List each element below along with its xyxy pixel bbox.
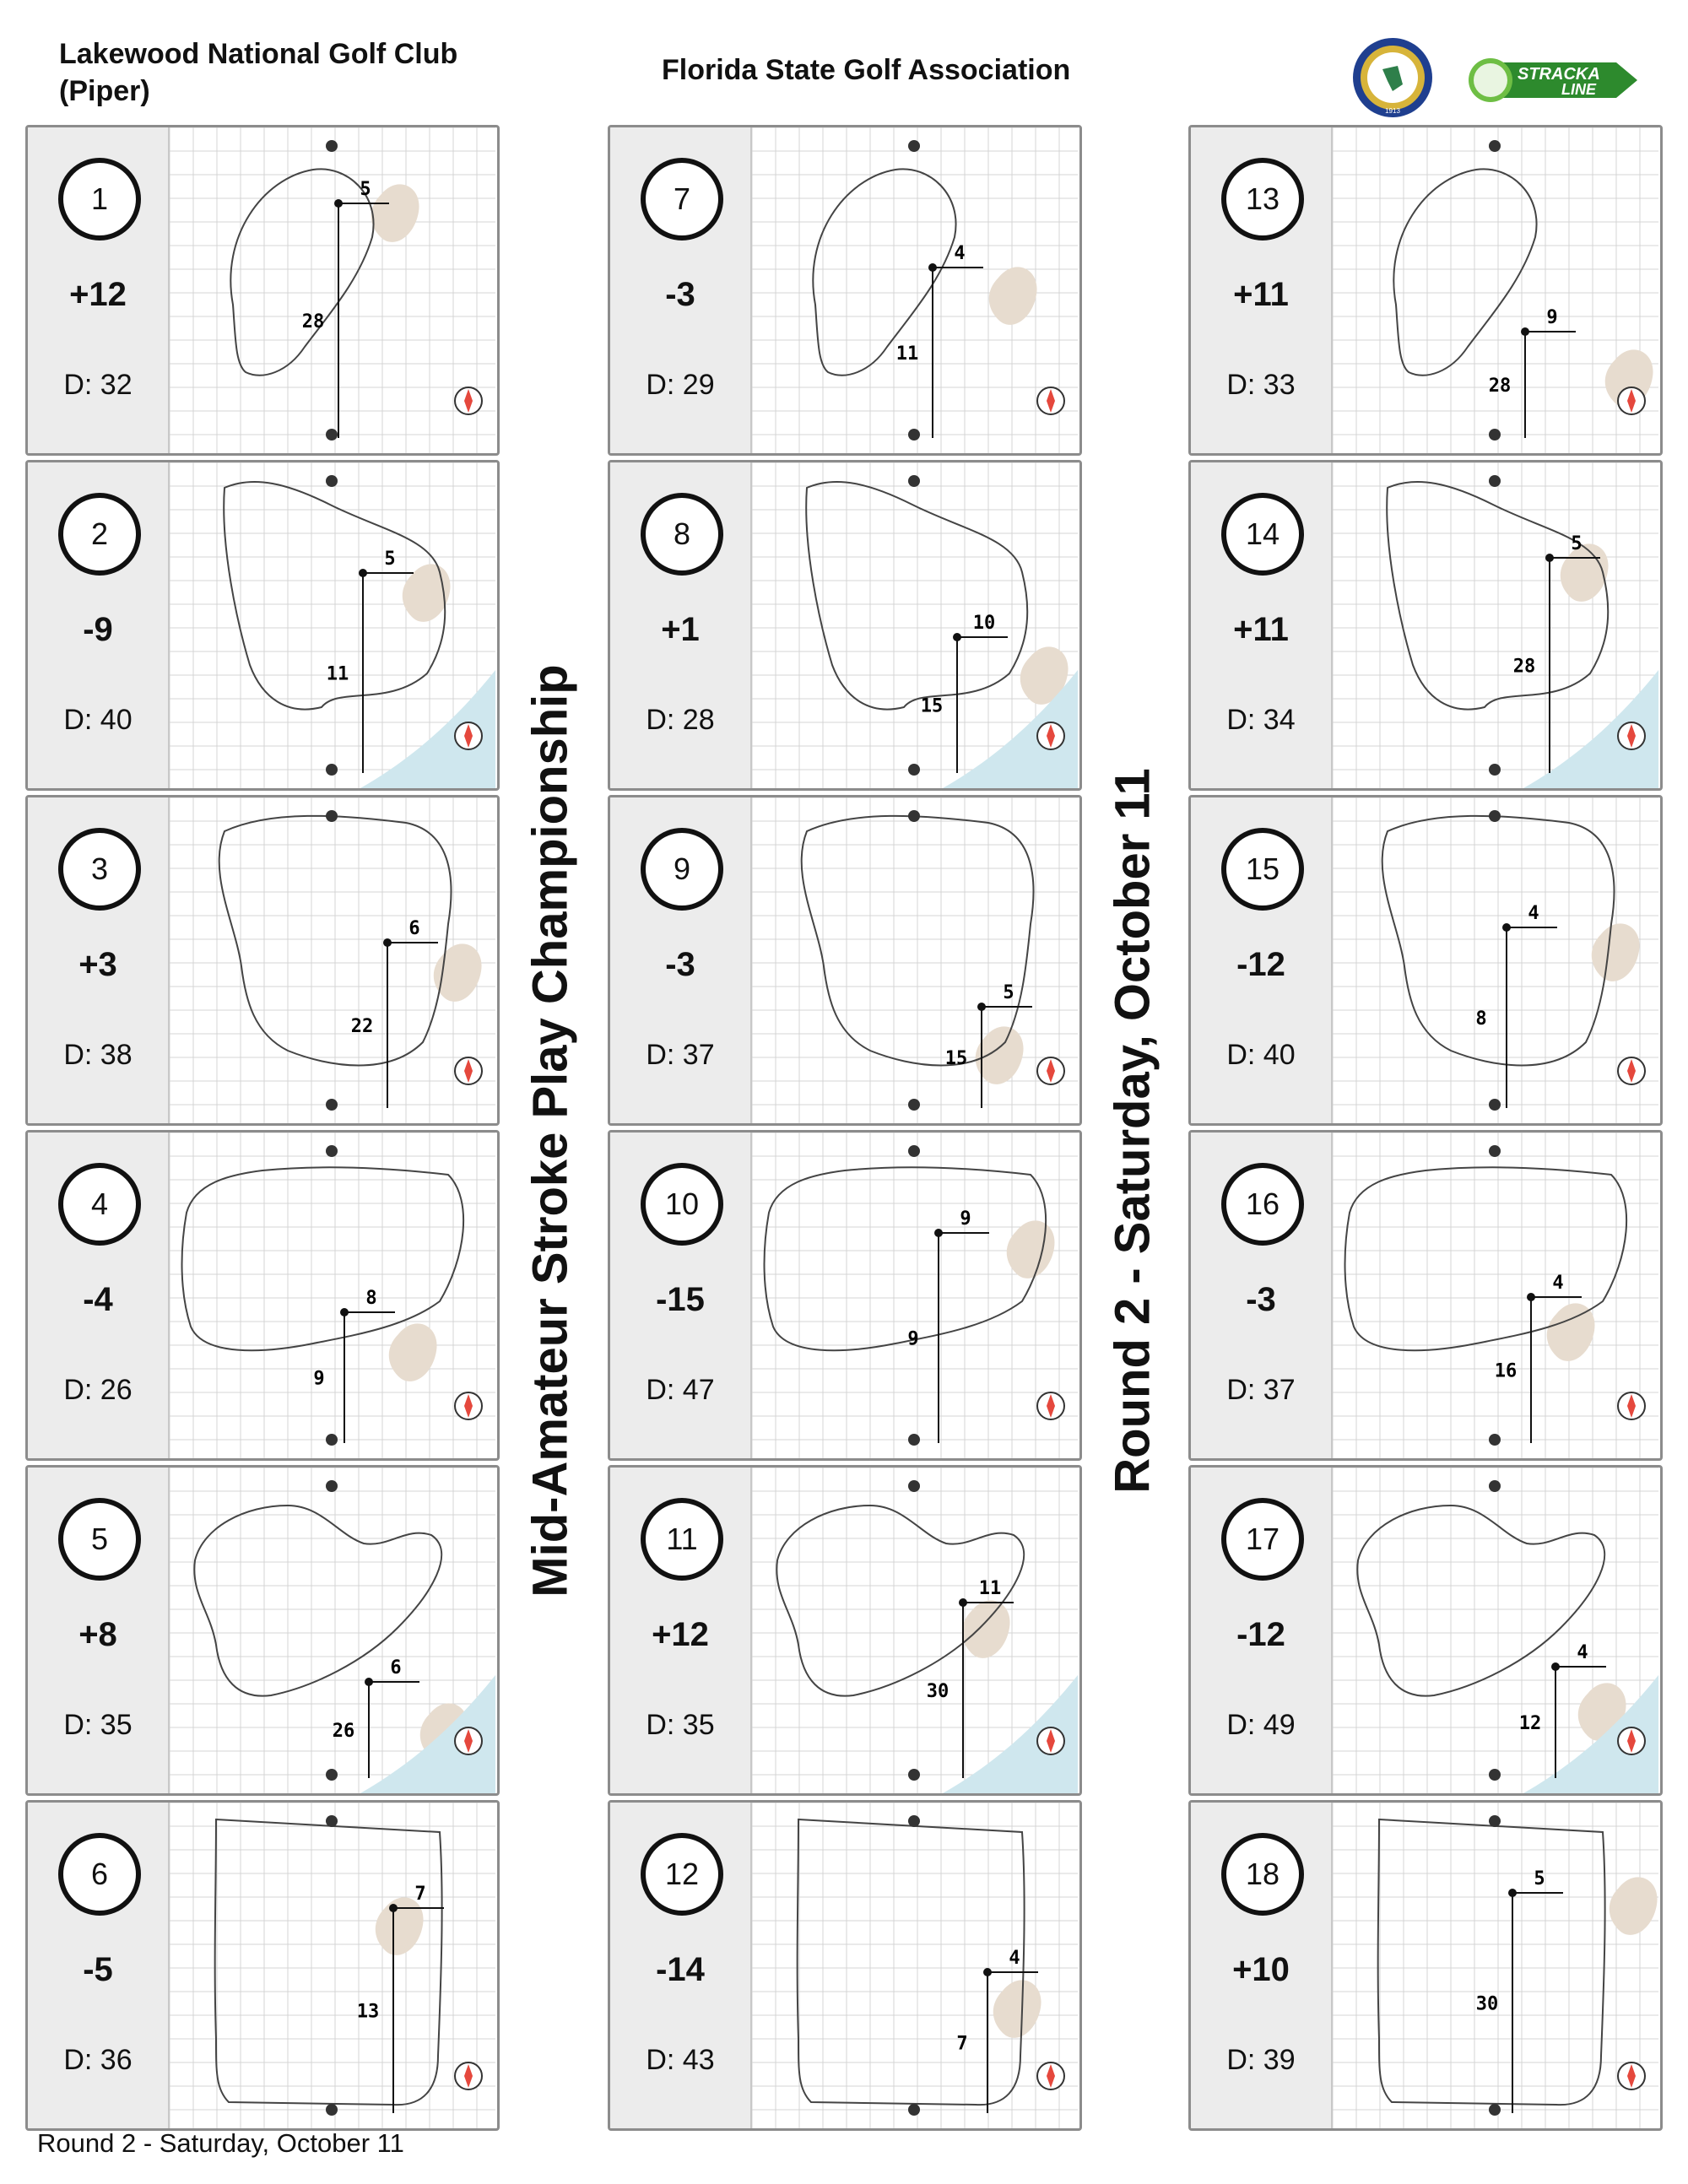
- hole-info-panel: [610, 127, 752, 453]
- front-marker: [908, 764, 920, 776]
- side-distance-label: 4: [1552, 1273, 1564, 1294]
- hole-info-panel: [28, 1133, 170, 1458]
- compass-icon: [455, 2062, 482, 2089]
- hole-score: -3: [665, 946, 695, 983]
- club-name-line2: (Piper): [59, 75, 150, 107]
- hole-info-panel: [28, 1803, 170, 2128]
- pin-position: [1502, 923, 1511, 932]
- back-marker: [1489, 140, 1501, 152]
- pin-position: [359, 569, 367, 577]
- hole-number: 5: [58, 1498, 141, 1581]
- depth-distance-label: 12: [1518, 1713, 1542, 1734]
- compass-icon: [455, 1057, 482, 1084]
- hole-number: 1: [58, 158, 141, 241]
- hole-card: [1188, 1465, 1663, 1796]
- hole-score: -12: [1236, 946, 1285, 983]
- bunker: [1007, 1220, 1055, 1279]
- svg-text:1913: 1913: [1385, 107, 1400, 115]
- hole-card: [25, 1800, 500, 2131]
- hole-score: -9: [83, 611, 113, 648]
- hole-score: +10: [1232, 1951, 1290, 1988]
- compass-icon: [455, 1727, 482, 1754]
- bunker: [993, 1980, 1041, 2038]
- hole-info-panel: [1191, 1803, 1333, 2128]
- green-diagram: [170, 127, 495, 453]
- pin-position: [389, 1904, 398, 1912]
- club-name: [59, 35, 457, 110]
- compass-icon: [1618, 1727, 1645, 1754]
- green-diagram: [1333, 462, 1658, 788]
- green-diagram: [1333, 127, 1658, 453]
- hole-card: [25, 125, 500, 456]
- bunker: [1592, 923, 1640, 981]
- compass-icon: [1618, 1057, 1645, 1084]
- front-marker: [326, 1434, 338, 1446]
- side-distance-label: 6: [390, 1657, 402, 1679]
- side-distance-label: 5: [1003, 982, 1014, 1003]
- depth-distance-label: 15: [920, 695, 944, 717]
- compass-icon: [455, 722, 482, 749]
- side-distance-label: 4: [1577, 1642, 1588, 1663]
- club-name-line1: Lakewood National Golf Club: [59, 38, 458, 70]
- hole-card: [1188, 125, 1663, 456]
- depth-distance-label: 30: [926, 1681, 950, 1702]
- depth-distance-label: 9: [313, 1368, 325, 1390]
- hole-score: +1: [661, 611, 700, 648]
- depth-distance-label: 30: [1475, 1993, 1499, 2015]
- green-depth: D: 35: [646, 1709, 715, 1741]
- back-marker: [326, 140, 338, 152]
- back-marker: [908, 810, 920, 822]
- back-marker: [1489, 1480, 1501, 1492]
- column-holes-1-6: [25, 125, 498, 2133]
- hole-score: -14: [656, 1951, 705, 1988]
- hole-card: [25, 1130, 500, 1461]
- depth-distance-label: 28: [1488, 376, 1512, 397]
- hole-number: 18: [1221, 1833, 1304, 1916]
- hole-card: [608, 125, 1082, 456]
- column-holes-13-18: [1188, 125, 1661, 2133]
- green-outline: [194, 1506, 441, 1696]
- pin-position: [334, 199, 343, 208]
- back-marker: [326, 810, 338, 822]
- grid-lines: [1333, 127, 1658, 453]
- hole-score: -4: [83, 1281, 113, 1318]
- depth-distance-label: 9: [907, 1328, 919, 1350]
- front-marker: [326, 1099, 338, 1111]
- green-diagram: [170, 462, 495, 788]
- column-holes-7-12: [608, 125, 1080, 2133]
- green-depth: D: 36: [63, 2044, 133, 2076]
- side-distance-label: 7: [414, 1884, 426, 1905]
- hole-number: 7: [641, 158, 723, 241]
- hole-card: [608, 795, 1082, 1126]
- green-diagram: [752, 127, 1078, 453]
- depth-distance-label: 28: [301, 311, 325, 332]
- depth-distance-label: 11: [326, 663, 349, 685]
- fsga-seal-logo: [1350, 35, 1435, 120]
- svg-text:LINE: LINE: [1561, 81, 1597, 98]
- depth-distance-label: 26: [332, 1721, 355, 1742]
- hole-card: [608, 1800, 1082, 2131]
- hole-card: [608, 1130, 1082, 1461]
- side-distance-label: 8: [365, 1288, 377, 1309]
- depth-distance-label: 22: [350, 1016, 374, 1037]
- back-marker: [326, 475, 338, 487]
- hole-score: +11: [1233, 276, 1289, 313]
- back-marker: [1489, 1815, 1501, 1827]
- green-depth: D: 37: [1226, 1374, 1296, 1406]
- hole-card: [1188, 795, 1663, 1126]
- hole-score: -5: [83, 1951, 113, 1988]
- green-outline: [215, 1819, 442, 2105]
- hole-info-panel: [610, 1803, 752, 2128]
- green-depth: D: 40: [1226, 1039, 1296, 1071]
- pin-position: [928, 263, 937, 272]
- green-diagram: [170, 797, 495, 1123]
- pin-position: [1551, 1662, 1560, 1671]
- hole-number: 16: [1221, 1163, 1304, 1246]
- compass-icon: [1037, 1392, 1064, 1419]
- green-diagram: [1333, 1133, 1658, 1458]
- depth-distance-label: 8: [1475, 1008, 1487, 1030]
- hole-info-panel: [610, 797, 752, 1123]
- hole-score: +3: [78, 946, 117, 983]
- green-outline: [765, 1167, 1047, 1350]
- hole-number: 2: [58, 493, 141, 576]
- green-diagram: [170, 1133, 495, 1458]
- green-outline: [776, 1506, 1024, 1696]
- front-marker: [1489, 2104, 1501, 2116]
- hole-score: -12: [1236, 1616, 1285, 1653]
- hole-info-panel: [1191, 462, 1333, 788]
- grid-lines: [170, 127, 495, 453]
- green-depth: D: 37: [646, 1039, 715, 1071]
- compass-icon: [1037, 387, 1064, 414]
- green-depth: D: 38: [63, 1039, 133, 1071]
- hole-number: 3: [58, 828, 141, 911]
- hole-number: 14: [1221, 493, 1304, 576]
- compass-icon: [455, 387, 482, 414]
- hole-info-panel: [28, 1468, 170, 1793]
- front-marker: [908, 429, 920, 441]
- bunker: [1547, 1303, 1595, 1361]
- hole-info-panel: [610, 1468, 752, 1793]
- hole-card: [608, 460, 1082, 791]
- compass-icon: [1618, 387, 1645, 414]
- back-marker: [1489, 810, 1501, 822]
- hole-score: -3: [665, 276, 695, 313]
- hole-score: +12: [69, 276, 127, 313]
- green-diagram: [752, 462, 1078, 788]
- compass-icon: [1037, 1057, 1064, 1084]
- pin-position: [1521, 327, 1529, 336]
- pin-position: [983, 1968, 992, 1976]
- hole-info-panel: [1191, 797, 1333, 1123]
- side-distance-label: 6: [408, 918, 420, 939]
- compass-icon: [455, 1392, 482, 1419]
- front-marker: [326, 429, 338, 441]
- green-depth: D: 43: [646, 2044, 715, 2076]
- strackaline-logo: [1460, 51, 1646, 110]
- hole-number: 8: [641, 493, 723, 576]
- side-distance-label: 4: [1009, 1948, 1020, 1969]
- hole-info-panel: [1191, 1468, 1333, 1793]
- green-outline: [1378, 1819, 1605, 2105]
- green-outline: [798, 1819, 1025, 2105]
- green-depth: D: 39: [1226, 2044, 1296, 2076]
- front-marker: [1489, 1769, 1501, 1781]
- hole-score: +11: [1233, 611, 1289, 648]
- side-distance-label: 9: [1546, 307, 1558, 328]
- green-depth: D: 34: [1226, 704, 1296, 736]
- pin-position: [977, 1003, 986, 1011]
- pin-position: [959, 1598, 967, 1607]
- hole-card: [1188, 460, 1663, 791]
- side-distance-label: 4: [954, 243, 966, 264]
- hole-info-panel: [610, 462, 752, 788]
- back-marker: [908, 475, 920, 487]
- hole-score: +12: [652, 1616, 709, 1653]
- side-distance-label: 10: [972, 613, 996, 634]
- hole-score: -3: [1246, 1281, 1276, 1318]
- round-title: Round 2 - Saturday, October 11: [1105, 768, 1160, 1494]
- hole-info-panel: [28, 797, 170, 1123]
- back-marker: [908, 1145, 920, 1157]
- side-distance-label: 5: [360, 179, 371, 200]
- depth-distance-label: 7: [956, 2033, 968, 2055]
- hole-number: 17: [1221, 1498, 1304, 1581]
- compass-icon: [1037, 2062, 1064, 2089]
- hole-card: [25, 1465, 500, 1796]
- side-distance-label: 5: [1534, 1868, 1545, 1889]
- pin-position: [934, 1229, 943, 1237]
- hole-info-panel: [1191, 127, 1333, 453]
- back-marker: [908, 140, 920, 152]
- hole-card: [1188, 1800, 1663, 2131]
- hole-number: 6: [58, 1833, 141, 1916]
- back-marker: [326, 1815, 338, 1827]
- hole-number: 11: [641, 1498, 723, 1581]
- green-depth: D: 28: [646, 704, 715, 736]
- front-marker: [1489, 1434, 1501, 1446]
- front-marker: [908, 1099, 920, 1111]
- back-marker: [1489, 475, 1501, 487]
- compass-icon: [1037, 1727, 1064, 1754]
- green-diagram: [752, 1803, 1078, 2128]
- hole-number: 9: [641, 828, 723, 911]
- bunker: [976, 1026, 1024, 1084]
- footer-round: Round 2 - Saturday, October 11: [37, 2128, 404, 2158]
- green-depth: D: 29: [646, 369, 715, 401]
- front-marker: [1489, 764, 1501, 776]
- pin-position: [953, 633, 961, 641]
- grid-lines: [752, 797, 1078, 1123]
- depth-distance-label: 28: [1512, 656, 1536, 678]
- back-marker: [326, 1480, 338, 1492]
- green-diagram: [1333, 1468, 1658, 1793]
- bunker: [1561, 543, 1609, 602]
- hole-info-panel: [28, 127, 170, 453]
- side-distance-label: 5: [1571, 533, 1582, 554]
- front-marker: [908, 2104, 920, 2116]
- green-depth: D: 40: [63, 704, 133, 736]
- hole-number: 13: [1221, 158, 1304, 241]
- green-diagram: [752, 1468, 1078, 1793]
- pin-position: [365, 1678, 373, 1686]
- hole-number: 4: [58, 1163, 141, 1246]
- green-outline: [230, 169, 373, 375]
- association-name: Florida State Golf Association: [662, 54, 1071, 86]
- hole-info-panel: [610, 1133, 752, 1458]
- back-marker: [908, 1815, 920, 1827]
- hole-info-panel: [1191, 1133, 1333, 1458]
- compass-icon: [1037, 722, 1064, 749]
- green-outline: [182, 1167, 464, 1350]
- front-marker: [1489, 429, 1501, 441]
- depth-distance-label: 15: [944, 1048, 968, 1069]
- hole-score: +8: [78, 1616, 117, 1653]
- green-depth: D: 35: [63, 1709, 133, 1741]
- depth-distance-label: 16: [1494, 1360, 1518, 1382]
- green-outline: [1393, 169, 1536, 375]
- green-diagram: [752, 797, 1078, 1123]
- front-marker: [326, 764, 338, 776]
- pin-position: [383, 938, 392, 947]
- front-marker: [908, 1769, 920, 1781]
- depth-distance-label: 11: [895, 343, 919, 365]
- side-distance-label: 11: [978, 1578, 1002, 1599]
- hole-card: [1188, 1130, 1663, 1461]
- green-diagram: [170, 1803, 495, 2128]
- front-marker: [326, 1769, 338, 1781]
- side-distance-label: 5: [384, 549, 396, 570]
- green-diagram: [170, 1468, 495, 1793]
- hole-number: 12: [641, 1833, 723, 1916]
- pin-position: [1508, 1889, 1517, 1897]
- hole-number: 10: [641, 1163, 723, 1246]
- front-marker: [1489, 1099, 1501, 1111]
- front-marker: [326, 2104, 338, 2116]
- svg-text:STRACKA: STRACKA: [1518, 65, 1600, 84]
- depth-distance-label: 13: [356, 2001, 380, 2023]
- compass-icon: [1618, 1392, 1645, 1419]
- back-marker: [908, 1480, 920, 1492]
- pin-position: [1545, 554, 1554, 562]
- hole-number: 15: [1221, 828, 1304, 911]
- hole-info-panel: [28, 462, 170, 788]
- green-outline: [813, 169, 955, 375]
- side-distance-label: 9: [960, 1208, 971, 1230]
- green-depth: D: 49: [1226, 1709, 1296, 1741]
- championship-title: Mid-Amateur Stroke Play Championship: [522, 664, 578, 1597]
- pin-position: [1527, 1293, 1535, 1301]
- green-depth: D: 33: [1226, 369, 1296, 401]
- back-marker: [1489, 1145, 1501, 1157]
- green-depth: D: 26: [63, 1374, 133, 1406]
- green-diagram: [1333, 1803, 1658, 2128]
- compass-icon: [1618, 2062, 1645, 2089]
- bunker: [371, 184, 419, 242]
- green-diagram: [752, 1133, 1078, 1458]
- green-depth: D: 47: [646, 1374, 715, 1406]
- green-diagram: [1333, 797, 1658, 1123]
- front-marker: [908, 1434, 920, 1446]
- side-distance-label: 4: [1528, 903, 1539, 924]
- compass-icon: [1618, 722, 1645, 749]
- bunker: [434, 943, 482, 1002]
- green-depth: D: 32: [63, 369, 133, 401]
- back-marker: [326, 1145, 338, 1157]
- pin-position: [340, 1308, 349, 1316]
- hole-card: [608, 1465, 1082, 1796]
- hole-card: [25, 795, 500, 1126]
- hole-score: -15: [656, 1281, 705, 1318]
- hole-card: [25, 460, 500, 791]
